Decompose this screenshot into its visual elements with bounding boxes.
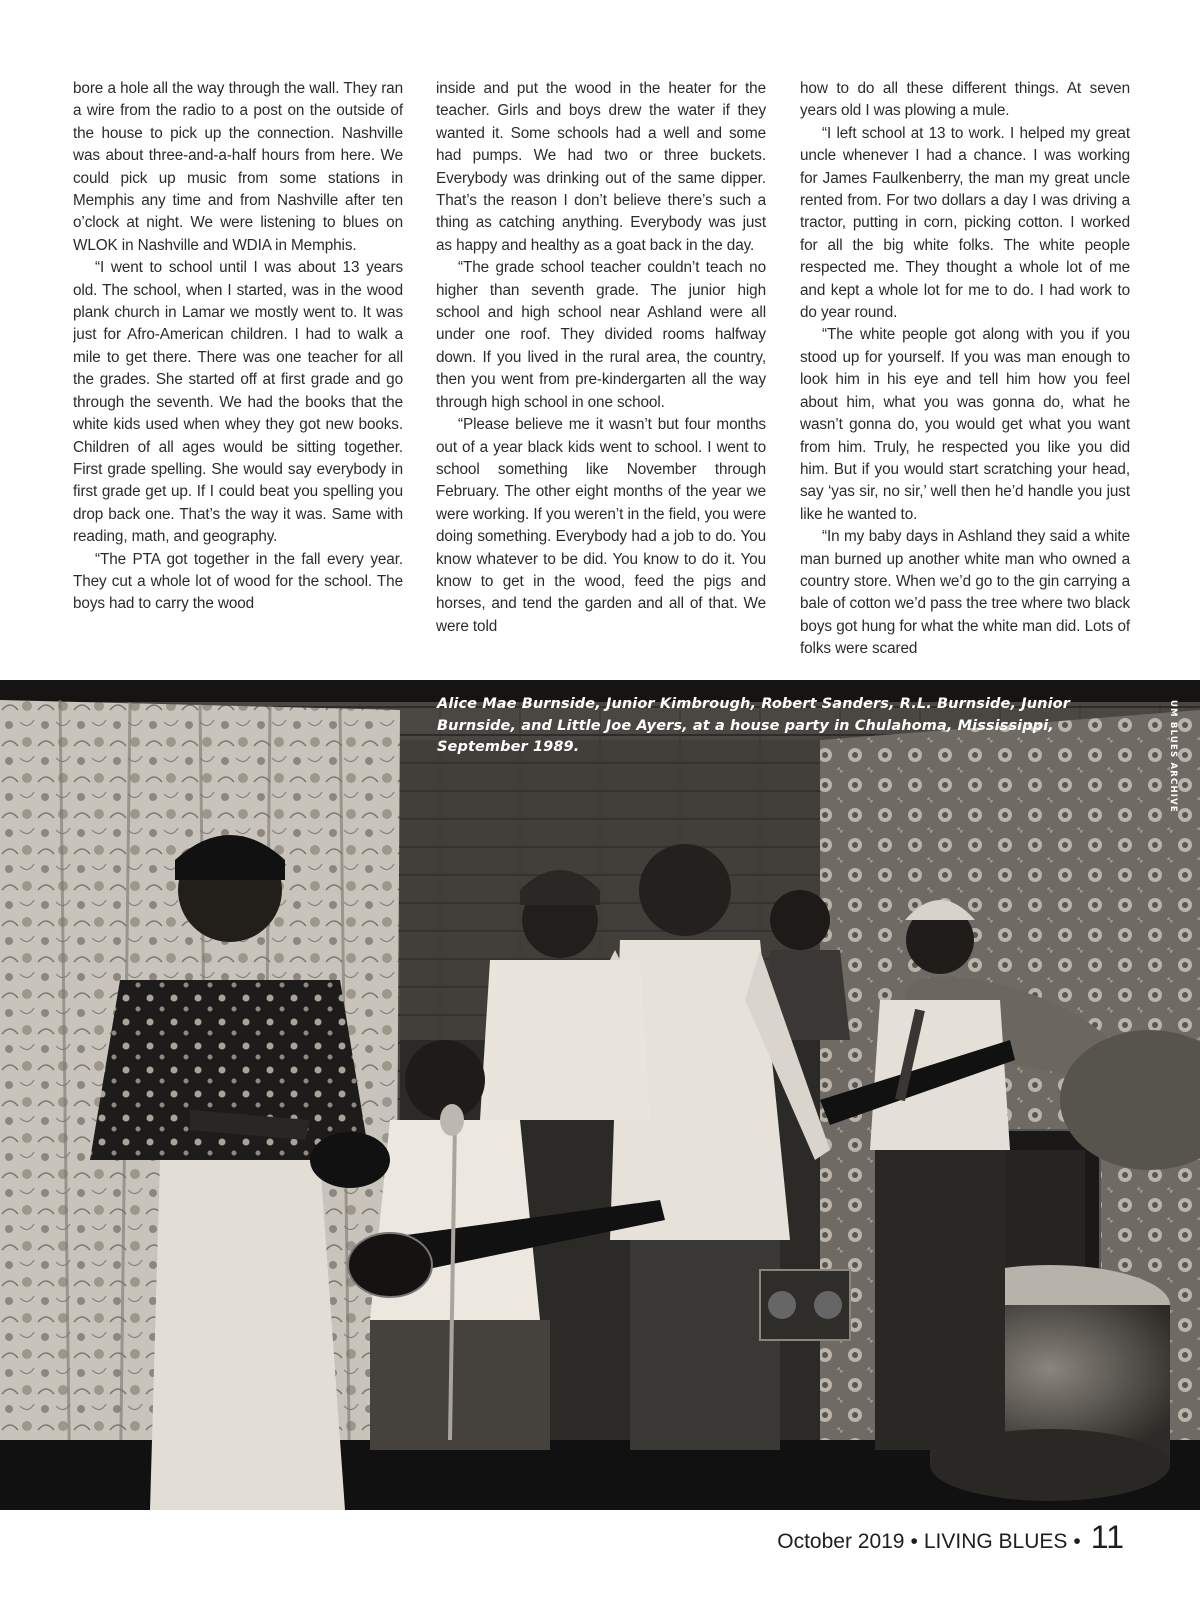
paragraph: how to do all these different things. At seven years old I was plowing a mule. bbox=[800, 80, 1130, 120]
photo-illustration bbox=[0, 680, 1200, 1510]
photo-caption: Alice Mae Burnside, Junior Kimbrough, Robert Sanders, R.L. Burnside, Junior Burnside, and Little Joe Ayers, at a house party in Chulahoma, Mississippi, September 1989. bbox=[437, 696, 1070, 755]
paragraph: “Please believe me it wasn’t but four months out of a year black kids went to school. I went to school something like November through February. The other eight months of the year we were working. If you weren’t in the field, you were doing something. Everybody had a job to do. You know whatever to be did. You know to do it. You know to get in the wood, feed the pigs and horses, and tend the garden and all of that. We were told bbox=[436, 416, 766, 635]
house-party-photo bbox=[0, 680, 1200, 1510]
paragraph: bore a hole all the way through the wall. They ran a wire from the radio to a post on the outside of the house to pick up the connection. Nashville was about three-and-a-half hours from here. We could pick up music from some stations in Memphis any time and from Nashville after ten o’clock at night. We were listening to blues on WLOK in Nashville and WDIA in Memphis. bbox=[73, 80, 403, 254]
paragraph: “I left school at 13 to work. I helped my great uncle whenever I had a chance. I was working for James Faulkenberry, the man my great uncle rented from. For two dollars a day I was driving a tractor, putting in corn, picking cotton. I worked for all the big white folks. The white people respected me. They thought a whole lot of me and kept a whole lot for me to do. I had work to do year round. bbox=[800, 124, 1130, 322]
paragraph: inside and put the wood in the heater for the teacher. Girls and boys drew the water if they wanted it. Some schools had a well and some had pumps. We had two or three buckets. Everybody was drinking out of the same dipper. That’s the reason I don’t believe there’s such a thing as catching anything. Everybody was just as happy and healthy as a goat back in the day. bbox=[436, 80, 766, 254]
paragraph: “The grade school teacher couldn’t teach no higher than seventh grade. The junior high school and high school near Ashland were all under one roof. They divided rooms halfway down. If you lived in the rural area, the country, then you went from pre-kindergarten all the way through high school in one school. bbox=[436, 259, 766, 411]
paragraph: “In my baby days in Ashland they said a white man burned up another white man who owned a country store. When we’d go to the gin carrying a bale of cotton we’d pass the tree where two black boys got hung for what the white man did. Lots of folks were scared bbox=[800, 528, 1130, 658]
text-column-3 bbox=[800, 78, 1130, 661]
photo-credit: UM BLUES ARCHIVE bbox=[1168, 700, 1178, 813]
text-column-2 bbox=[436, 78, 766, 638]
page-footer bbox=[777, 1519, 1124, 1556]
issue-date: October 2019 bbox=[777, 1530, 905, 1553]
text-column-1 bbox=[73, 78, 403, 616]
paragraph: “I went to school until I was about 13 years old. The school, when I started, was in the wood plank church in Lamar we mostly went to. It was just for Afro-American children. I had to walk a mile to get there. There was one teacher for all the grades. She started off at first grade and go through the seventh. We had the books that the white kids used when whey they got new books. Children of all ages would be sitting together. First grade spelling. She would say everybody in first grade get up. If I could beat you spelling you drop back one. That’s the way it was. Same with reading, math, and geography. bbox=[73, 259, 403, 546]
footer-separator-2: • bbox=[1073, 1530, 1081, 1553]
footer-separator-1: • bbox=[910, 1530, 918, 1553]
paragraph: “The white people got along with you if you stood up for yourself. If you was man enough to look him in his eye and tell him how you feel about him, what you was gonna do, what he wasn’t gonna do, you would get what you want from him. Truly, he respected you like you did him. But if you would start scratching your head, say ‘yas sir, no sir,’ well then he’d handle you just like he wanted to. bbox=[800, 326, 1130, 523]
page-number: 11 bbox=[1090, 1519, 1124, 1555]
magazine-name: LIVING BLUES bbox=[923, 1530, 1068, 1553]
article-body bbox=[73, 78, 1163, 668]
paragraph: “The PTA got together in the fall every year. They cut a whole lot of wood for the school. The boys had to carry the wood bbox=[73, 550, 403, 613]
